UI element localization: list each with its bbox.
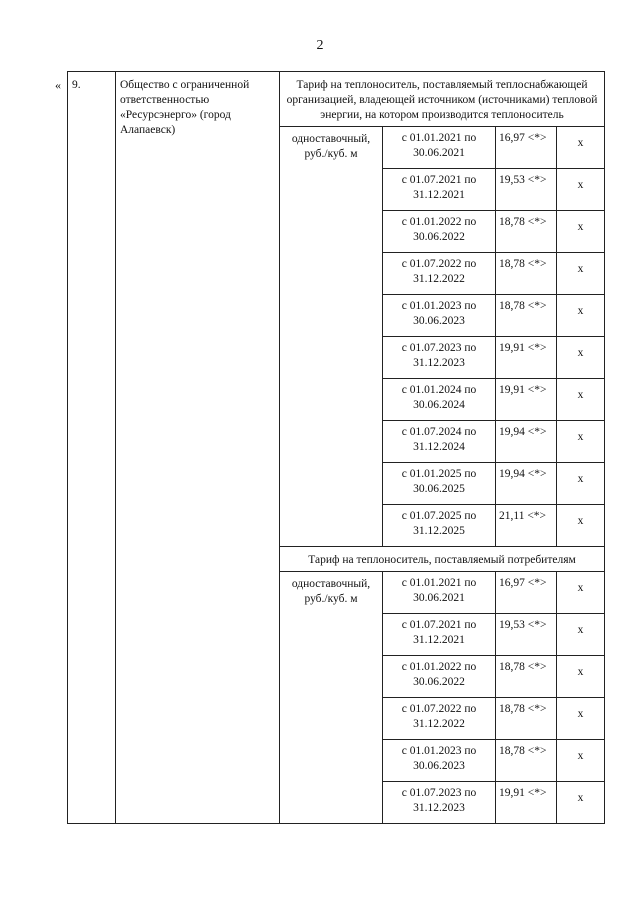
period-cell: с 01.07.2021 по 31.12.2021 [383,169,496,211]
extra-cell: х [557,211,605,253]
period-cell: с 01.01.2021 по 30.06.2021 [383,127,496,169]
period-cell: с 01.07.2025 по 31.12.2025 [383,505,496,547]
extra-cell: х [557,656,605,698]
extra-cell: х [557,572,605,614]
period-cell: с 01.01.2022 по 30.06.2022 [383,656,496,698]
period-cell: с 01.07.2023 по 31.12.2023 [383,337,496,379]
extra-cell: х [557,169,605,211]
tariff-value-cell: 18,78 <*> [496,656,557,698]
period-cell: с 01.01.2022 по 30.06.2022 [383,211,496,253]
page-number: 2 [316,38,324,53]
period-cell: с 01.07.2024 по 31.12.2024 [383,421,496,463]
period-cell: с 01.07.2023 по 31.12.2023 [383,782,496,824]
extra-cell: х [557,782,605,824]
unit-cell: одноставочный, руб./куб. м [280,572,383,824]
extra-cell: х [557,421,605,463]
row-number: 9. [68,72,116,824]
opening-quote: « [55,78,61,92]
section-header-row [68,72,605,127]
tariff-value-cell: 16,97 <*> [496,572,557,614]
period-cell: с 01.01.2023 по 30.06.2023 [383,295,496,337]
extra-cell: х [557,614,605,656]
tariff-value-cell: 18,78 <*> [496,253,557,295]
tariff-value-cell: 19,91 <*> [496,337,557,379]
tariff-value-cell: 18,78 <*> [496,295,557,337]
extra-cell: х [557,698,605,740]
extra-cell: х [557,253,605,295]
tariff-value-cell: 19,94 <*> [496,463,557,505]
unit-cell: одноставочный, руб./куб. м [280,127,383,547]
tariff-value-cell: 19,53 <*> [496,614,557,656]
extra-cell: х [557,463,605,505]
extra-cell: х [557,740,605,782]
period-cell: с 01.01.2021 по 30.06.2021 [383,572,496,614]
section-title: Тариф на теплоноситель, поставляемый теплоснабжающей организацией, владеющей источником (источниками) тепловой энергии, на котором производится теплоноситель [280,72,605,127]
tariff-value-cell: 19,91 <*> [496,782,557,824]
period-cell: с 01.01.2024 по 30.06.2024 [383,379,496,421]
tariff-value-cell: 19,91 <*> [496,379,557,421]
extra-cell: х [557,127,605,169]
period-cell: с 01.01.2025 по 30.06.2025 [383,463,496,505]
tariff-value-cell: 21,11 <*> [496,505,557,547]
tariff-value-cell: 18,78 <*> [496,698,557,740]
section-title: Тариф на теплоноситель, поставляемый потребителям [280,547,605,572]
tariff-value-cell: 19,94 <*> [496,421,557,463]
tariff-value-cell: 18,78 <*> [496,211,557,253]
extra-cell: х [557,505,605,547]
tariff-value-cell: 16,97 <*> [496,127,557,169]
tariff-value-cell: 18,78 <*> [496,740,557,782]
extra-cell: х [557,337,605,379]
period-cell: с 01.01.2023 по 30.06.2023 [383,740,496,782]
period-cell: с 01.07.2022 по 31.12.2022 [383,253,496,295]
organization-name: Общество с ограниченной ответственностью «Ресурсэнерго» (город Алапаевск) [116,72,280,824]
period-cell: с 01.07.2022 по 31.12.2022 [383,698,496,740]
tariff-value-cell: 19,53 <*> [496,169,557,211]
tariff-table [67,71,605,824]
extra-cell: х [557,295,605,337]
period-cell: с 01.07.2021 по 31.12.2021 [383,614,496,656]
extra-cell: х [557,379,605,421]
